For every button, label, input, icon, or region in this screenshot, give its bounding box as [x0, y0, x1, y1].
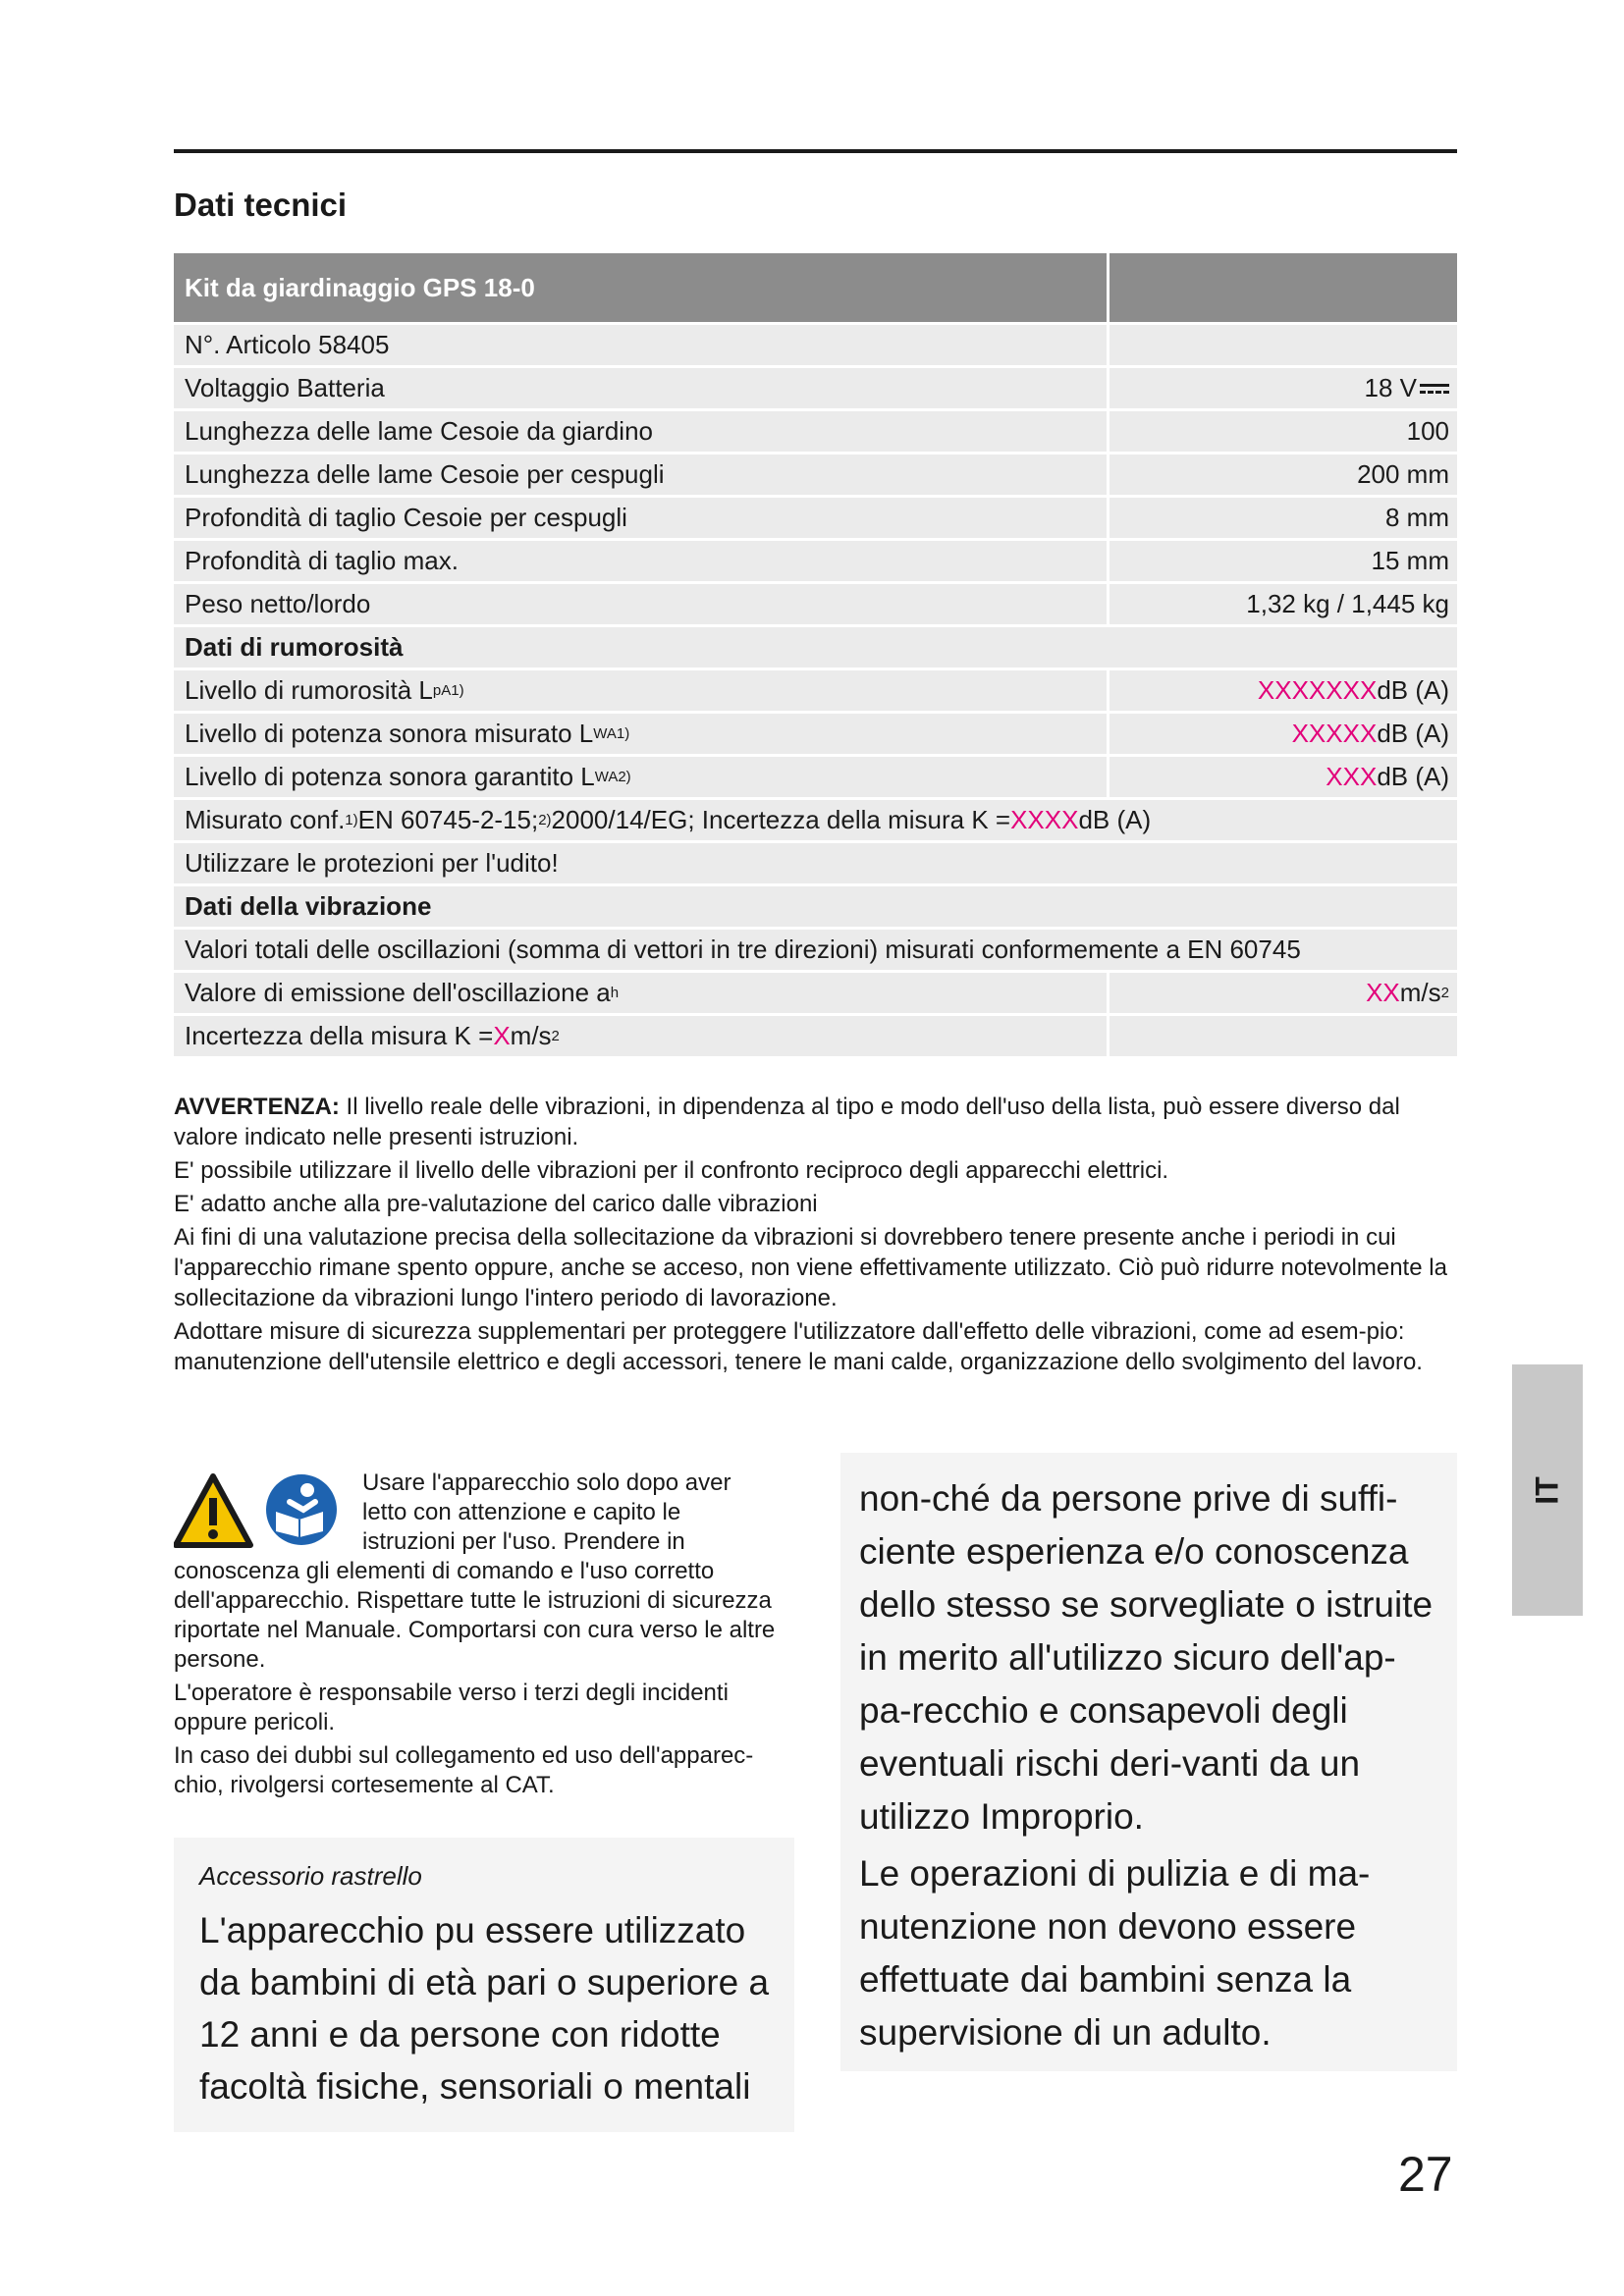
row-label: Lunghezza delle lame Cesoie da giardino	[174, 411, 1107, 452]
safety-instructions: Usare l'apparecchio solo dopo aver letto con attenzione e capito le istruzioni per l'uso. Prendere in conoscenza gli elementi di comando e l'uso corretto dell'apparecchio. Rispettare tutte le istruzioni di sicurezza riportate nel Manuale. Comportarsi con cura verso le altre persone. L'operatore è responsabile verso i terzi degli incidenti oppure pericoli. In caso dei dubbi sul collegamento ed uso dell'apparec-chio, rivolgersi cortesemente al CAT.	[174, 1469, 776, 1798]
table-section-row	[174, 627, 1457, 667]
measured-note: Misurato conf. 1) EN 60745-2-15; 2) 2000/14/EG; Incertezza della misura K = XXXX dB (A)	[174, 800, 1457, 840]
warning-label: AVVERTENZA:	[174, 1094, 340, 1120]
row-value: 15 mm	[1110, 541, 1457, 581]
spec-header: Kit da giardinaggio GPS 18-0	[174, 253, 1107, 322]
table-row	[174, 714, 1457, 754]
accessory-box	[174, 1838, 794, 2132]
article-number: N°. Articolo 58405	[174, 325, 1107, 365]
noise-section-title: Dati di rumorosità	[174, 627, 1457, 667]
row-value: XXX dB (A)	[1110, 757, 1457, 797]
row-label: Livello di potenza sonora misurato L WA 1)	[174, 714, 1107, 754]
spec-table	[174, 253, 1457, 1056]
row-value: XX m/s 2	[1110, 973, 1457, 1013]
page-number: 27	[1398, 2147, 1453, 2202]
table-row	[174, 973, 1457, 1013]
table-row	[174, 541, 1457, 581]
row-label: Livello di potenza sonora garantito L WA 2)	[174, 757, 1107, 797]
page-title: Dati tecnici	[174, 187, 348, 223]
warning-triangle-icon	[176, 1476, 250, 1545]
table-row	[174, 584, 1457, 624]
spec-header-row	[174, 253, 1457, 322]
row-label: Livello di rumorosità L pA 1)	[174, 670, 1107, 711]
read-manual-icon	[266, 1474, 337, 1545]
row-value: XXXXXXX dB (A)	[1110, 670, 1457, 711]
table-row	[174, 325, 1457, 365]
safety-icons	[174, 1472, 351, 1551]
row-value: 18 V	[1110, 368, 1457, 408]
row-value: 100	[1110, 411, 1457, 452]
accessory-text: L'apparecchio pu essere utilizzato da bambini di età pari o superiore a 12 anni e da persone con ridotte facoltà fisiche, sensoriali o mentali	[199, 1910, 770, 2107]
row-value: XXXXX dB (A)	[1110, 714, 1457, 754]
row-label: Lunghezza delle lame Cesoie per cespugli	[174, 454, 1107, 495]
uncertainty-note: Incertezza della misura K = X m/s 2	[174, 1016, 1107, 1056]
vibration-total-note: Valori totali delle oscillazioni (somma di vettori in tre direzioni) misurati conformemente a EN 60745	[174, 930, 1457, 970]
row-value: 200 mm	[1110, 454, 1457, 495]
vibration-section-title: Dati della vibrazione	[174, 886, 1457, 927]
table-row	[174, 800, 1457, 840]
row-label: Valore di emissione dell'oscillazione a h	[174, 973, 1107, 1013]
children-usage-box	[840, 1453, 1457, 2071]
table-row	[174, 1016, 1457, 1056]
language-tab: IT	[1512, 1364, 1583, 1616]
row-value: 8 mm	[1110, 498, 1457, 538]
table-row	[174, 368, 1457, 408]
spec-header-empty	[1110, 253, 1457, 322]
table-row	[174, 843, 1457, 883]
accessory-title: Accessorio rastrello	[199, 1861, 422, 1891]
row-value: 1,32 kg / 1,445 kg	[1110, 584, 1457, 624]
table-row	[174, 670, 1457, 711]
row-label: Profondità di taglio max.	[174, 541, 1107, 581]
table-row	[174, 454, 1457, 495]
table-section-row	[174, 886, 1457, 927]
cleaning-supervision-text: Le operazioni di pulizia e di ma-nutenzione non devono essere effettuate dai bambini senza la supervisione di un adulto.	[859, 1853, 1371, 2053]
table-row	[174, 411, 1457, 452]
top-rule	[174, 149, 1457, 153]
table-row	[174, 930, 1457, 970]
vibration-warning: AVVERTENZA: Il livello reale delle vibrazioni, in dipendenza al tipo e modo dell'uso della lista, può essere diverso dal valore indicato nelle presenti istruzioni. E' possibile utilizzare il livello delle vibrazioni per il confronto reciproco degli apparecchi elettrici. E' adatto anche alla pre-valutazione del carico dalle vibrazioni Ai fini di una valutazione precisa della sollecitazione da vibrazioni si dovrebbero tenere presente anche i periodi in cui l'apparecchio rimane spento oppure, anche se acceso, non viene effettivamente utilizzato. Ciò può ridurre notevolmente la sollecitazione da vibrazioni lungo l'intero periodo di lavorazione. Adottare misure di sicurezza supplementari per proteggere l'utilizzatore dall'effetto delle vibrazioni, come ad esem-pio: manutenzione dell'utensile elettrico e degli accessori, tenere le mani calde, organizzazione dello svolgimento del lavoro.	[174, 1094, 1447, 1375]
hearing-protection-note: Utilizzare le protezioni per l'udito!	[174, 843, 1457, 883]
dc-symbol-icon	[1420, 381, 1449, 397]
row-label: Peso netto/lordo	[174, 584, 1107, 624]
row-label: Voltaggio Batteria	[174, 368, 1107, 408]
table-row	[174, 757, 1457, 797]
children-usage-text: non-ché da persone prive di suffi-ciente esperienza e/o conoscenza dello stesso se sorvegliate o istruite in merito all'utilizzo sicuro dell'ap-pa-recchio e consapevoli degli eventuali rischi deri-vanti da un utilizzo Improprio.	[859, 1478, 1434, 1837]
table-row	[174, 498, 1457, 538]
row-label: Profondità di taglio Cesoie per cespugli	[174, 498, 1107, 538]
